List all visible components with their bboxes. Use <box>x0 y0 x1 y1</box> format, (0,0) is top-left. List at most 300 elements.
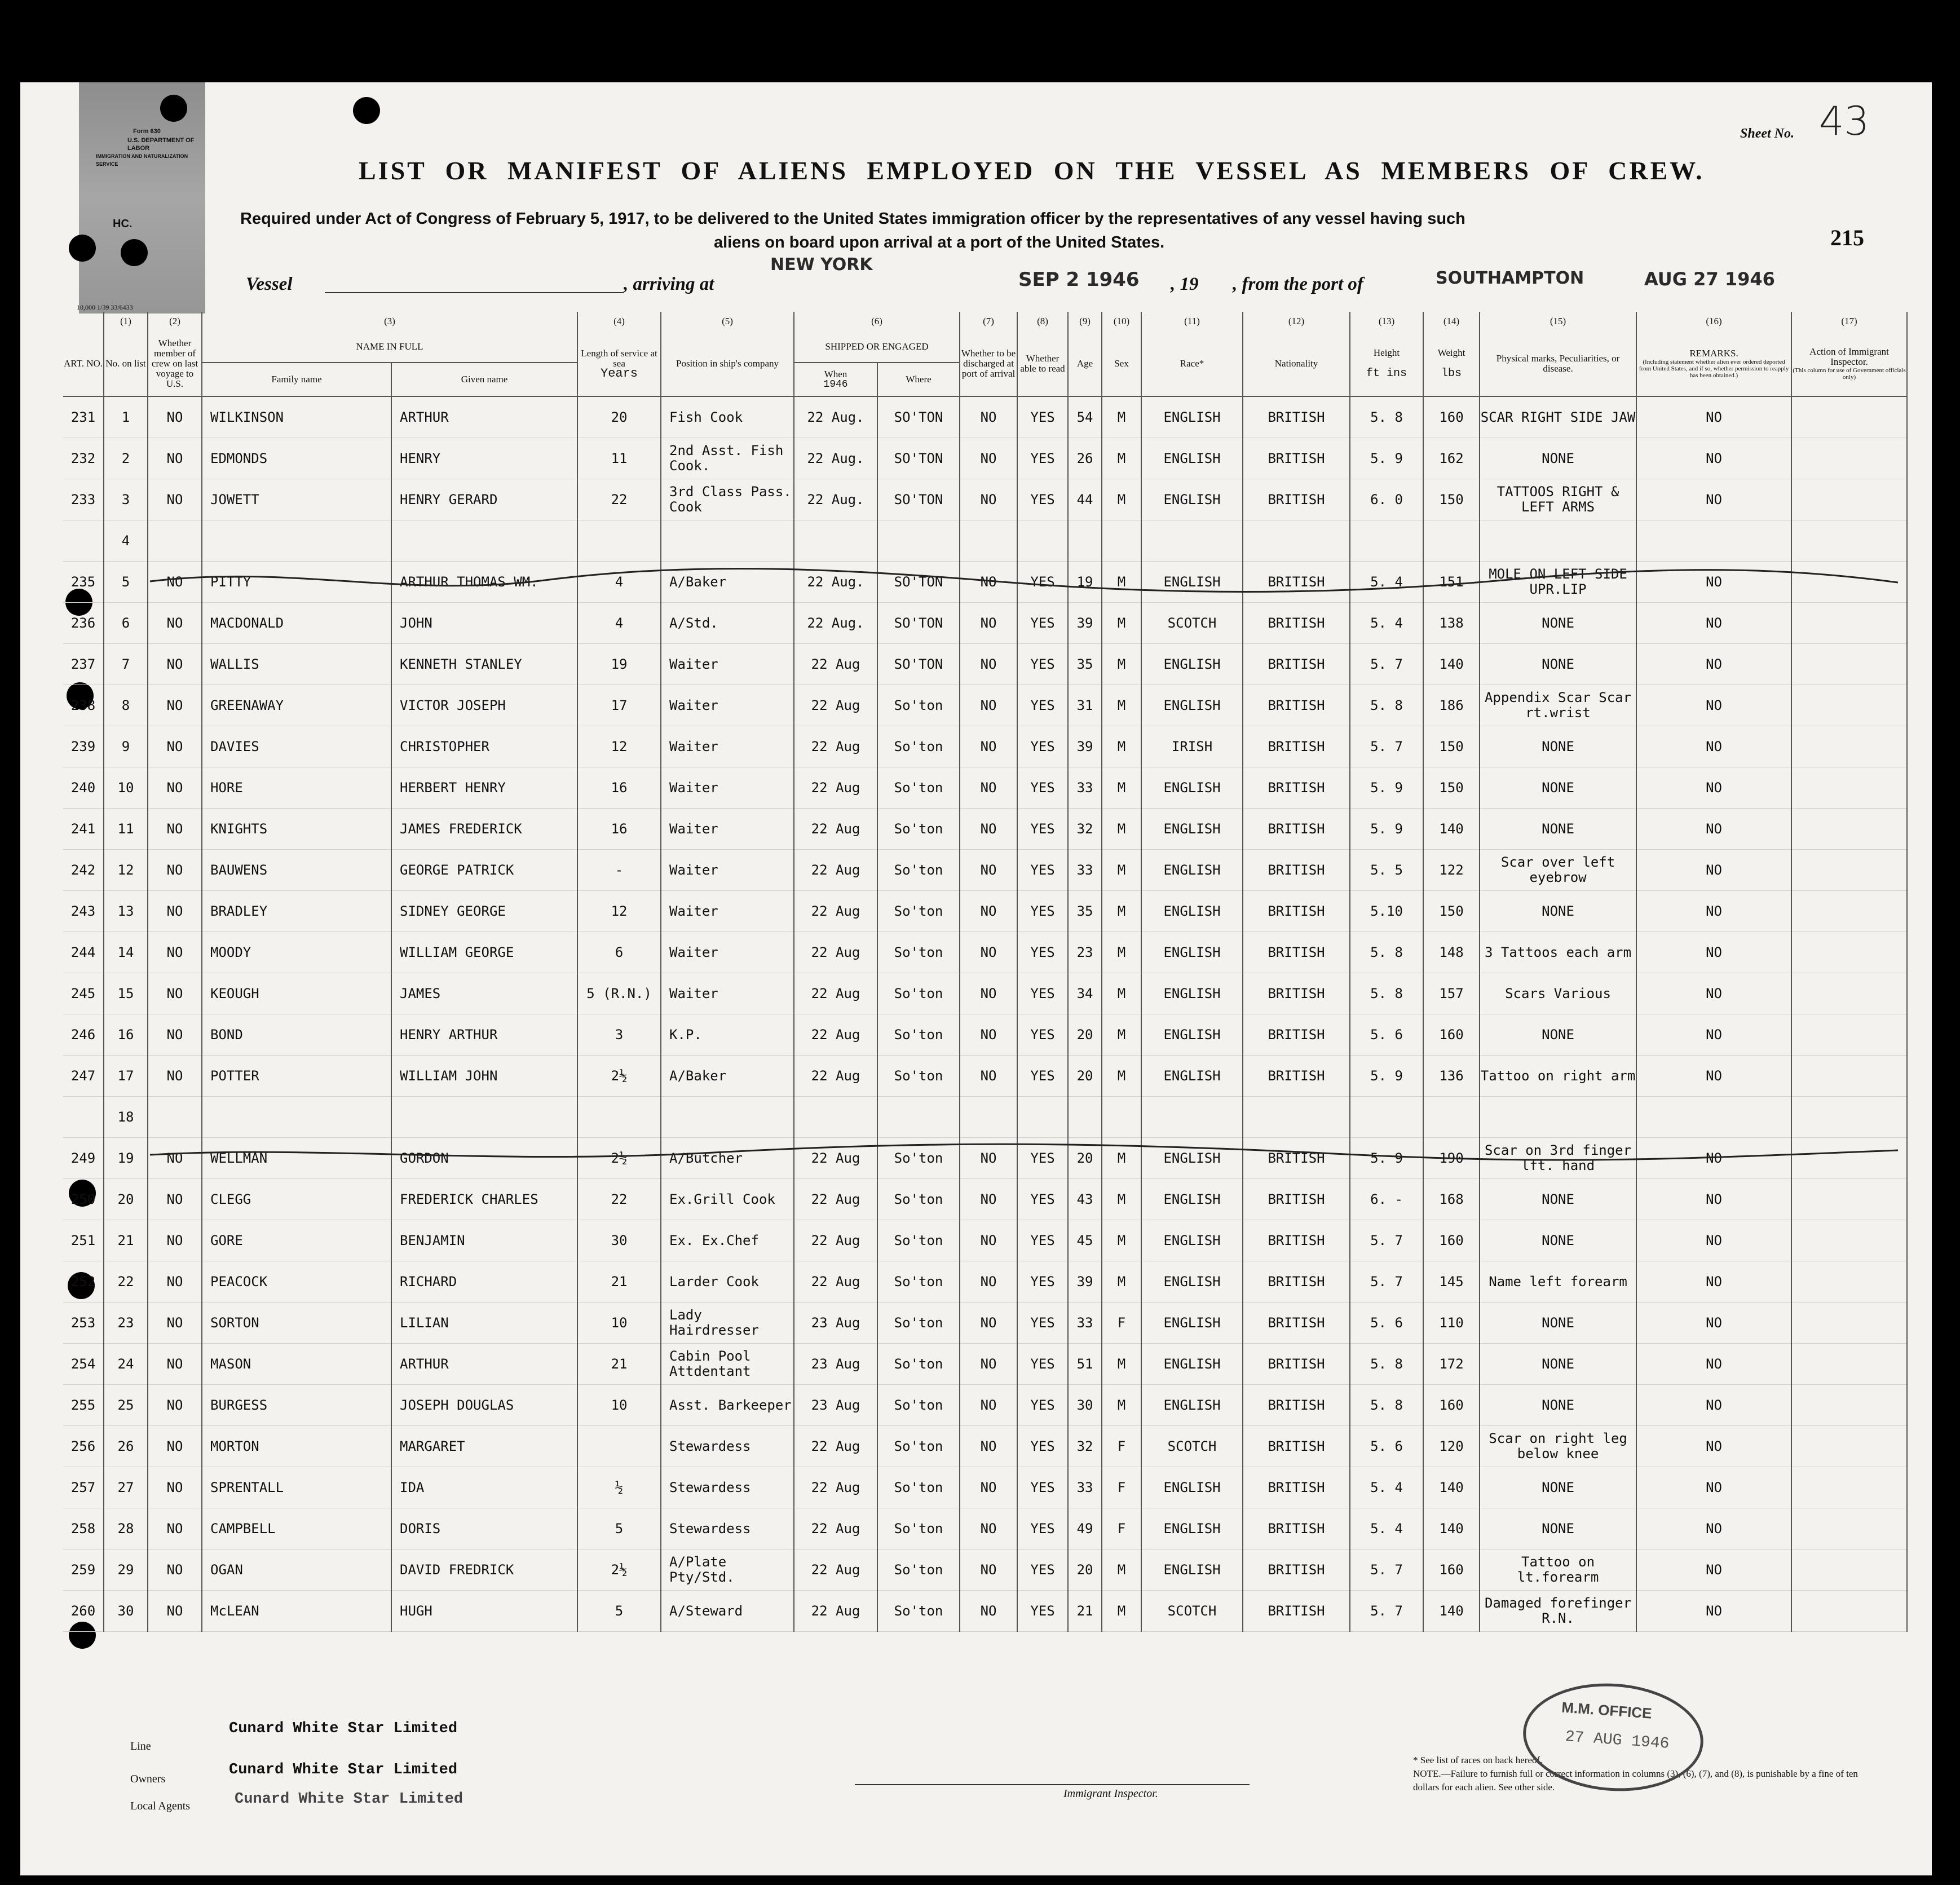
weight-cell: 160 <box>1423 1550 1480 1591</box>
given-name-cell: JAMES FREDERICK <box>391 809 577 850</box>
nationality-cell: BRITISH <box>1243 1344 1350 1385</box>
discharged-cell: NO <box>960 438 1017 479</box>
family-name-cell: MASON <box>202 1344 391 1385</box>
discharged-cell: NO <box>960 726 1017 767</box>
shipped-where-cell: So'ton <box>877 1467 960 1508</box>
given-name-cell: HERBERT HENRY <box>391 767 577 809</box>
position-cell: A/Std. <box>661 603 794 644</box>
physical-marks-cell: NONE <box>1480 767 1636 809</box>
list-no-cell: 20 <box>104 1179 148 1220</box>
punch-hole <box>353 97 380 124</box>
able-read-cell: YES <box>1017 438 1068 479</box>
shipped-when-cell: 22 Aug. <box>794 479 877 520</box>
weight-cell: 150 <box>1423 891 1480 932</box>
crew-last-voyage-cell: NO <box>148 1385 202 1426</box>
action-cell <box>1791 438 1907 479</box>
weight-cell: 160 <box>1423 1014 1480 1056</box>
age-cell: 39 <box>1068 1261 1102 1303</box>
discharged-cell: NO <box>960 1056 1017 1097</box>
col-2-number: (2) <box>148 312 202 331</box>
shipped-when-cell: 22 Aug <box>794 850 877 891</box>
crew-last-voyage-cell: NO <box>148 1591 202 1632</box>
given-name-cell: GEORGE PATRICK <box>391 850 577 891</box>
col-8-number: (8) <box>1017 312 1068 331</box>
shipped-where-cell: So'ton <box>877 1014 960 1056</box>
crew-last-voyage-cell: NO <box>148 562 202 603</box>
discharged-cell: NO <box>960 891 1017 932</box>
discharged-cell: NO <box>960 850 1017 891</box>
height-cell: 5. 9 <box>1350 767 1423 809</box>
sex-cell: M <box>1102 1220 1141 1261</box>
given-name-cell: VICTOR JOSEPH <box>391 685 577 726</box>
shipped-where-cell: So'ton <box>877 1385 960 1426</box>
shipped-where-cell: So'ton <box>877 973 960 1014</box>
shipped-when-cell: 22 Aug <box>794 973 877 1014</box>
race-cell: ENGLISH <box>1141 850 1243 891</box>
given-name-cell: CHRISTOPHER <box>391 726 577 767</box>
weight-header <box>1423 331 1480 396</box>
shipped-when-cell: 22 Aug <box>794 1261 877 1303</box>
age-cell: 51 <box>1068 1344 1102 1385</box>
family-name-cell <box>202 1097 391 1138</box>
col-12-number: (12) <box>1243 312 1350 331</box>
shipped-when-cell: 22 Aug <box>794 1056 877 1097</box>
remarks-cell: NO <box>1636 1261 1791 1303</box>
list-no-cell: 13 <box>104 891 148 932</box>
weight-cell: 162 <box>1423 438 1480 479</box>
remarks-cell: NO <box>1636 1014 1791 1056</box>
sex-header: Sex <box>1102 331 1141 396</box>
given-name-cell: JAMES <box>391 973 577 1014</box>
race-cell: ENGLISH <box>1141 1261 1243 1303</box>
physical-marks-cell: NONE <box>1480 1385 1636 1426</box>
nationality-cell: BRITISH <box>1243 1303 1350 1344</box>
position-cell: Cabin Pool Attdentant <box>661 1344 794 1385</box>
physical-marks-cell: Tattoo on lt.forearm <box>1480 1550 1636 1591</box>
action-label: Action of Immigrant Inspector. <box>1809 346 1889 367</box>
art-no-cell: 252 <box>63 1261 104 1303</box>
table-row <box>63 850 1907 891</box>
age-header: Age <box>1068 331 1102 396</box>
weight-cell: 150 <box>1423 726 1480 767</box>
table-row <box>63 1014 1907 1056</box>
sex-cell: M <box>1102 809 1141 850</box>
family-name-cell: SPRENTALL <box>202 1467 391 1508</box>
remarks-cell: NO <box>1636 1467 1791 1508</box>
race-cell: ENGLISH <box>1141 1467 1243 1508</box>
when-year: 1946 <box>823 379 848 390</box>
list-no-cell: 21 <box>104 1220 148 1261</box>
remarks-cell: NO <box>1636 1179 1791 1220</box>
nationality-cell: BRITISH <box>1243 1385 1350 1426</box>
sex-cell: M <box>1102 850 1141 891</box>
art-no-cell: 237 <box>63 644 104 685</box>
shipped-where-cell: So'ton <box>877 1056 960 1097</box>
weight-cell: 145 <box>1423 1261 1480 1303</box>
shipped-where-cell: So'ton <box>877 726 960 767</box>
nationality-cell: BRITISH <box>1243 1014 1350 1056</box>
crew-last-voyage-cell: NO <box>148 1014 202 1056</box>
remarks-cell: NO <box>1636 438 1791 479</box>
line-label: Line <box>130 1740 151 1752</box>
physical-marks-cell: SCAR RIGHT SIDE JAW <box>1480 396 1636 438</box>
years-service-cell <box>577 520 661 562</box>
weight-cell: 138 <box>1423 603 1480 644</box>
age-cell: 20 <box>1068 1056 1102 1097</box>
race-cell <box>1141 1097 1243 1138</box>
list-no-cell: 15 <box>104 973 148 1014</box>
list-no-cell: 4 <box>104 520 148 562</box>
nationality-cell: BRITISH <box>1243 932 1350 973</box>
inspector-signature-line <box>855 1784 1250 1785</box>
shipped-when-cell: 22 Aug <box>794 685 877 726</box>
discharged-cell: NO <box>960 932 1017 973</box>
family-name-cell: McLEAN <box>202 1591 391 1632</box>
shipped-where-cell: So'ton <box>877 767 960 809</box>
shipped-when-cell: 22 Aug <box>794 1591 877 1632</box>
sex-cell: M <box>1102 767 1141 809</box>
able-read-cell: YES <box>1017 1550 1068 1591</box>
discharged-cell: NO <box>960 1508 1017 1550</box>
crew-last-voyage-cell: NO <box>148 1550 202 1591</box>
list-no-cell: 26 <box>104 1426 148 1467</box>
list-no-cell: 29 <box>104 1550 148 1591</box>
remarks-cell: NO <box>1636 1344 1791 1385</box>
discharged-cell: NO <box>960 1467 1017 1508</box>
years-service-cell: 5 (R.N.) <box>577 973 661 1014</box>
years-service-cell: 6 <box>577 932 661 973</box>
physical-marks-cell: Damaged forefinger R.N. <box>1480 1591 1636 1632</box>
physical-marks-cell: NONE <box>1480 891 1636 932</box>
shipped-where-cell: So'ton <box>877 1426 960 1467</box>
discharged-cell: NO <box>960 603 1017 644</box>
shipped-when-cell: 23 Aug <box>794 1385 877 1426</box>
remarks-cell: NO <box>1636 809 1791 850</box>
art-no-cell: 232 <box>63 438 104 479</box>
height-cell: 5. 9 <box>1350 809 1423 850</box>
physical-marks-cell: NONE <box>1480 1344 1636 1385</box>
able-read-cell: YES <box>1017 973 1068 1014</box>
crew-last-voyage-cell: NO <box>148 1344 202 1385</box>
art-no-cell: 247 <box>63 1056 104 1097</box>
age-cell: 30 <box>1068 1385 1102 1426</box>
race-cell: ENGLISH <box>1141 1385 1243 1426</box>
crew-last-voyage-cell: NO <box>148 1138 202 1179</box>
position-cell: Waiter <box>661 767 794 809</box>
sex-cell: M <box>1102 1138 1141 1179</box>
remarks-sublabel: (Including statement whether alien ever ordered deported from United States, and if so, whether permission to reapply has been obtained.) <box>1639 358 1789 379</box>
nationality-cell: BRITISH <box>1243 767 1350 809</box>
physical-marks-cell: TATTOOS RIGHT & LEFT ARMS <box>1480 479 1636 520</box>
shipped-where-cell: So'ton <box>877 1261 960 1303</box>
position-header: Position in ship's company <box>661 331 794 396</box>
shipped-where-cell: SO'TON <box>877 479 960 520</box>
sheet-number-label: Sheet No. <box>1740 126 1794 141</box>
position-cell: Asst. Barkeeper <box>661 1385 794 1426</box>
age-cell: 21 <box>1068 1591 1102 1632</box>
shipped-where-cell: So'ton <box>877 891 960 932</box>
age-cell: 23 <box>1068 932 1102 973</box>
weight-cell: 157 <box>1423 973 1480 1014</box>
art-no-cell: 235 <box>63 562 104 603</box>
family-name-cell <box>202 520 391 562</box>
table-row <box>63 891 1907 932</box>
family-name-cell: PEACOCK <box>202 1261 391 1303</box>
given-name-cell <box>391 520 577 562</box>
years-service-cell: 4 <box>577 603 661 644</box>
physical-marks-cell: NONE <box>1480 438 1636 479</box>
shipped-where-cell <box>877 520 960 562</box>
nationality-cell: BRITISH <box>1243 891 1350 932</box>
shipped-where-cell: SO'TON <box>877 438 960 479</box>
owners-label: Owners <box>130 1773 166 1785</box>
act-requirement-line1: Required under Act of Congress of February 5, 1917, to be delivered to the United States immigration officer by the representatives of any vessel having such <box>240 210 1465 228</box>
physical-marks-cell: Scar on right leg below knee <box>1480 1426 1636 1467</box>
remarks-cell: NO <box>1636 973 1791 1014</box>
action-sublabel: (This column for use of Government officials only) <box>1793 367 1906 381</box>
race-cell: ENGLISH <box>1141 562 1243 603</box>
remarks-cell: NO <box>1636 1056 1791 1097</box>
action-cell <box>1791 1303 1907 1344</box>
physical-marks-cell: Name left forearm <box>1480 1261 1636 1303</box>
shipped-when-cell: 22 Aug <box>794 767 877 809</box>
physical-marks-cell: NONE <box>1480 644 1636 685</box>
sex-cell: M <box>1102 1056 1141 1097</box>
action-cell <box>1791 1550 1907 1591</box>
weight-cell: 140 <box>1423 644 1480 685</box>
weight-cell: 190 <box>1423 1138 1480 1179</box>
action-cell <box>1791 726 1907 767</box>
able-read-header: Whether able to read <box>1017 331 1068 396</box>
years-label: Years <box>601 366 638 381</box>
crew-last-voyage-cell: NO <box>148 438 202 479</box>
age-cell: 43 <box>1068 1179 1102 1220</box>
act-requirement-line2: aliens on board upon arrival at a port of the United States. <box>714 233 1165 251</box>
age-cell: 32 <box>1068 1426 1102 1467</box>
given-name-cell: DAVID FREDRICK <box>391 1550 577 1591</box>
list-no-cell: 25 <box>104 1385 148 1426</box>
sex-cell: F <box>1102 1467 1141 1508</box>
race-cell: ENGLISH <box>1141 644 1243 685</box>
able-read-cell: YES <box>1017 1014 1068 1056</box>
art-no-cell: 241 <box>63 809 104 850</box>
crew-last-voyage-cell: NO <box>148 1303 202 1344</box>
physical-marks-cell: NONE <box>1480 1014 1636 1056</box>
shipped-when-cell: 22 Aug <box>794 1550 877 1591</box>
action-cell <box>1791 1467 1907 1508</box>
able-read-cell: YES <box>1017 603 1068 644</box>
remarks-cell <box>1636 1097 1791 1138</box>
sex-cell: M <box>1102 396 1141 438</box>
agents-value: Cunard White Star Limited <box>235 1791 463 1808</box>
years-service-cell: 10 <box>577 1303 661 1344</box>
position-cell: 3rd Class Pass. Cook <box>661 479 794 520</box>
age-cell: 34 <box>1068 973 1102 1014</box>
whether-crew-header: Whether member of crew on last voyage to U.S. <box>148 331 202 396</box>
shipped-when-cell: 22 Aug <box>794 644 877 685</box>
able-read-cell <box>1017 520 1068 562</box>
crew-last-voyage-cell: NO <box>148 1220 202 1261</box>
race-cell: ENGLISH <box>1141 932 1243 973</box>
height-cell: 5. 7 <box>1350 1261 1423 1303</box>
shipped-when-cell: 23 Aug <box>794 1303 877 1344</box>
list-no-cell: 19 <box>104 1138 148 1179</box>
shipped-when-cell: 23 Aug <box>794 1344 877 1385</box>
family-name-cell: MOODY <box>202 932 391 973</box>
given-name-cell: DORIS <box>391 1508 577 1550</box>
col-4-number: (4) <box>577 312 661 331</box>
given-name-cell: GORDON <box>391 1138 577 1179</box>
table-row <box>63 1179 1907 1220</box>
discharged-cell: NO <box>960 479 1017 520</box>
given-name-cell <box>391 1097 577 1138</box>
crew-last-voyage-cell: NO <box>148 726 202 767</box>
remarks-cell: NO <box>1636 1138 1791 1179</box>
age-cell: 31 <box>1068 685 1102 726</box>
physical-marks-cell: NONE <box>1480 809 1636 850</box>
height-cell: 5. 6 <box>1350 1014 1423 1056</box>
weight-cell <box>1423 520 1480 562</box>
discharged-cell: NO <box>960 1179 1017 1220</box>
remarks-cell: NO <box>1636 1385 1791 1426</box>
shipped-when-cell: 22 Aug. <box>794 562 877 603</box>
physical-marks-cell: Scar over left eyebrow <box>1480 850 1636 891</box>
shipped-where-cell: So'ton <box>877 1550 960 1591</box>
race-cell: ENGLISH <box>1141 1220 1243 1261</box>
list-no-cell: 18 <box>104 1097 148 1138</box>
crew-last-voyage-cell: NO <box>148 1261 202 1303</box>
weight-cell: 140 <box>1423 1508 1480 1550</box>
shipped-where-cell: So'ton <box>877 1179 960 1220</box>
departure-date: AUG 27 1946 <box>1644 268 1775 290</box>
position-cell: Waiter <box>661 891 794 932</box>
shipped-where-cell: So'ton <box>877 932 960 973</box>
inspector-label: Immigrant Inspector. <box>1063 1787 1158 1800</box>
nationality-cell: BRITISH <box>1243 973 1350 1014</box>
height-cell: 5. 8 <box>1350 973 1423 1014</box>
race-cell: ENGLISH <box>1141 891 1243 932</box>
height-cell <box>1350 1097 1423 1138</box>
shipped-where-cell: SO'TON <box>877 396 960 438</box>
weight-cell: 148 <box>1423 932 1480 973</box>
years-service-cell: 3 <box>577 1014 661 1056</box>
physical-marks-cell: NONE <box>1480 1467 1636 1508</box>
years-service-cell: 16 <box>577 767 661 809</box>
height-cell: 5. 4 <box>1350 1508 1423 1550</box>
art-no-cell: 238 <box>63 685 104 726</box>
table-row <box>63 438 1907 479</box>
years-service-cell: 30 <box>577 1220 661 1261</box>
shipped-where-cell: So'ton <box>877 809 960 850</box>
nationality-cell: BRITISH <box>1243 479 1350 520</box>
col-11-number: (11) <box>1141 312 1243 331</box>
table-row <box>63 1056 1907 1097</box>
art-no-cell: 256 <box>63 1426 104 1467</box>
nationality-cell: BRITISH <box>1243 1056 1350 1097</box>
weight-cell: 160 <box>1423 1385 1480 1426</box>
race-cell: ENGLISH <box>1141 973 1243 1014</box>
nationality-cell: BRITISH <box>1243 396 1350 438</box>
given-name-cell: ARTHUR <box>391 396 577 438</box>
position-cell: Fish Cook <box>661 396 794 438</box>
position-cell: Stewardess <box>661 1508 794 1550</box>
given-name-cell: BENJAMIN <box>391 1220 577 1261</box>
punch-hole <box>160 95 187 122</box>
table-row <box>63 1261 1907 1303</box>
action-cell <box>1791 1014 1907 1056</box>
discharged-cell: NO <box>960 1591 1017 1632</box>
discharged-cell: NO <box>960 1014 1017 1056</box>
physical-marks-cell: NONE <box>1480 1303 1636 1344</box>
remarks-cell: NO <box>1636 479 1791 520</box>
age-cell: 54 <box>1068 396 1102 438</box>
weight-cell: 140 <box>1423 809 1480 850</box>
race-cell: ENGLISH <box>1141 396 1243 438</box>
sex-cell: M <box>1102 1261 1141 1303</box>
given-name-cell: SIDNEY GEORGE <box>391 891 577 932</box>
remarks-cell: NO <box>1636 850 1791 891</box>
list-no-cell: 8 <box>104 685 148 726</box>
age-cell: 39 <box>1068 726 1102 767</box>
able-read-cell: YES <box>1017 1220 1068 1261</box>
table-row <box>63 1097 1907 1138</box>
list-no-cell: 22 <box>104 1261 148 1303</box>
position-cell: A/Steward <box>661 1591 794 1632</box>
discharged-cell: NO <box>960 1261 1017 1303</box>
crew-last-voyage-cell: NO <box>148 850 202 891</box>
shipped-when-cell: 22 Aug <box>794 932 877 973</box>
remarks-cell <box>1636 520 1791 562</box>
nationality-cell: BRITISH <box>1243 809 1350 850</box>
discharged-cell <box>960 520 1017 562</box>
col-15-number: (15) <box>1480 312 1636 331</box>
discharged-cell: NO <box>960 644 1017 685</box>
nationality-cell: BRITISH <box>1243 1591 1350 1632</box>
art-no-cell: 255 <box>63 1385 104 1426</box>
weight-cell: 168 <box>1423 1179 1480 1220</box>
weight-cell: 151 <box>1423 562 1480 603</box>
discharged-cell: NO <box>960 1303 1017 1344</box>
owners-value: Cunard White Star Limited <box>229 1762 458 1778</box>
race-cell: ENGLISH <box>1141 479 1243 520</box>
able-read-cell: YES <box>1017 891 1068 932</box>
shipped-when-cell: 22 Aug <box>794 1467 877 1508</box>
years-service-cell: 4 <box>577 562 661 603</box>
height-cell: 5. 4 <box>1350 603 1423 644</box>
corner-mark: HC. <box>113 218 133 230</box>
height-cell: 5. 9 <box>1350 1056 1423 1097</box>
strike-line-row-18 <box>150 1137 1898 1171</box>
crew-last-voyage-cell: NO <box>148 603 202 644</box>
year-label: , 19 <box>1171 274 1199 294</box>
strike-line-row-4 <box>150 564 1898 598</box>
sex-cell <box>1102 520 1141 562</box>
col-3-number: (3) <box>202 312 577 331</box>
nationality-cell: BRITISH <box>1243 1550 1350 1591</box>
years-service-cell: 11 <box>577 438 661 479</box>
crew-last-voyage-cell: NO <box>148 767 202 809</box>
family-name-cell: BURGESS <box>202 1385 391 1426</box>
position-cell: 2nd Asst. Fish Cook. <box>661 438 794 479</box>
able-read-cell: YES <box>1017 1179 1068 1220</box>
age-cell: 35 <box>1068 644 1102 685</box>
table-row <box>63 973 1907 1014</box>
agents-label: Local Agents <box>130 1800 191 1812</box>
from-port-label: , from the port of <box>1233 274 1363 294</box>
crew-last-voyage-cell <box>148 1097 202 1138</box>
nationality-cell: BRITISH <box>1243 1508 1350 1550</box>
action-cell <box>1791 1179 1907 1220</box>
